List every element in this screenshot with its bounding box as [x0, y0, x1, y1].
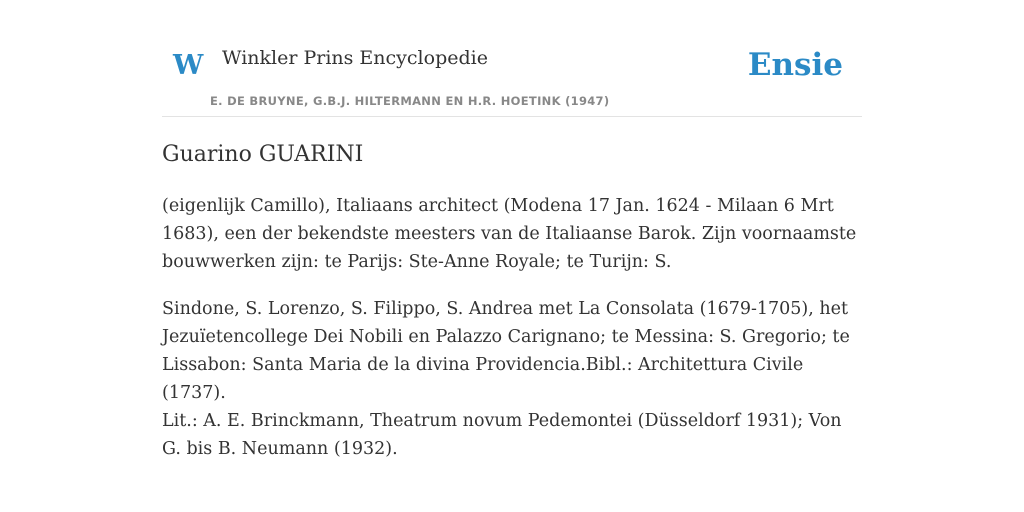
winkler-prins-logo[interactable]: W	[173, 50, 204, 81]
authors-line: E. DE BRUYNE, G.B.J. HILTERMANN EN H.R. HOETINK (1947)	[210, 94, 610, 108]
site-title[interactable]: Winkler Prins Encyclopedie	[222, 47, 488, 69]
article-paragraph-1: (eigenlijk Camillo), Italiaans architect (Modena 17 Jan. 1624 - Milaan 6 Mrt 1683), een der bekendste meesters van de Italiaanse Barok. Zijn voornaamste bouwwerken zijn: te Parijs: Ste-Anne Royale; te Turijn: S.	[162, 196, 857, 272]
article-title: Guarino GUARINI	[162, 142, 364, 167]
article-paragraph-2: Sindone, S. Lorenzo, S. Filippo, S. Andrea met La Consolata (1679-1705), het Jezuïetencollege Dei Nobili en Palazzo Carignano; te Messina: S. Gregorio; te Lissabon: Santa Maria de la divina Providencia.Bibl.: Architettura Civile (1737).	[162, 299, 850, 403]
article-paragraph-3: Lit.: A. E. Brinckmann, Theatrum novum Pedemontei (Düsseldorf 1931); Von G. bis B. Neumann (1932).	[162, 411, 842, 459]
site-header	[162, 0, 862, 117]
ensie-brand-link[interactable]: Ensie	[747, 47, 843, 83]
